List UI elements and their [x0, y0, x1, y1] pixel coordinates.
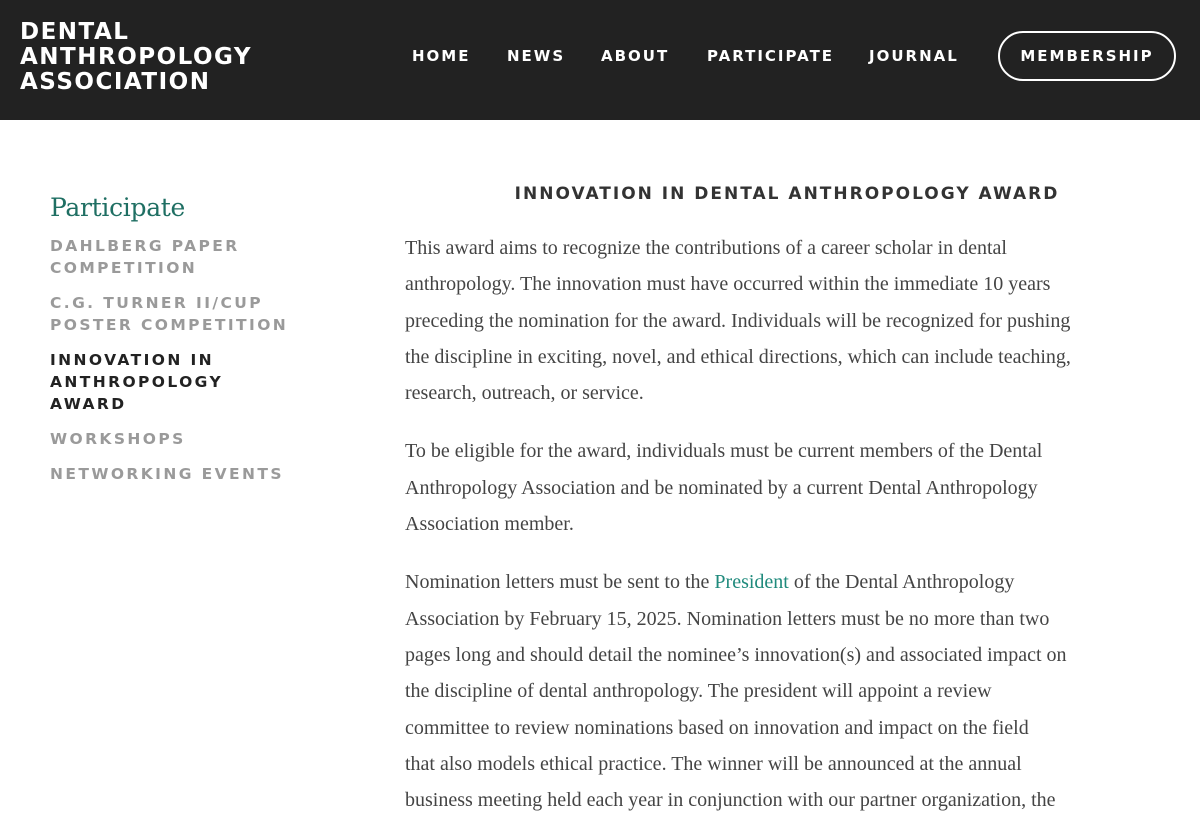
text-line: anthropology. The innovation must have occurred within the immediate 10 years	[405, 273, 1051, 296]
main-content	[405, 230, 1145, 822]
site-header	[0, 0, 1200, 120]
paragraph-eligibility	[405, 433, 1145, 542]
paragraph-nomination	[405, 564, 1145, 818]
logo-line-2: ANTHROPOLOGY	[20, 44, 253, 70]
logo-line-1: DENTAL	[20, 19, 130, 45]
sidebar-item-label: INNOVATION IN	[50, 351, 215, 369]
text-line	[405, 564, 1145, 600]
sidebar-item-dahlberg[interactable]	[50, 235, 350, 279]
text-line: the discipline of dental anthropology. The president will appoint a review	[405, 680, 992, 703]
nav-participate[interactable]: PARTICIPATE	[707, 47, 835, 65]
text-line: To be eligible for the award, individuals must be current members of the Dental	[405, 440, 1043, 463]
sidebar-item-turner[interactable]	[50, 292, 350, 336]
text-line: committee to review nominations based on innovation and impact on the field	[405, 716, 1029, 739]
president-link[interactable]: President	[714, 571, 789, 594]
text-line: This award aims to recognize the contributions of a career scholar in dental	[405, 237, 1007, 259]
sidebar-item-networking[interactable]	[50, 463, 350, 485]
sidebar-item-label: NETWORKING EVENTS	[50, 465, 284, 483]
sidebar-item-label: WORKSHOPS	[50, 430, 186, 448]
membership-button[interactable]: MEMBERSHIP	[998, 31, 1176, 81]
sidebar-item-innovation[interactable]	[50, 349, 350, 415]
sidebar-item-label: COMPETITION	[50, 259, 198, 277]
sidebar-item-label: C.G. TURNER II/CUP	[50, 294, 263, 312]
site-logo[interactable]	[20, 20, 252, 95]
paragraph-description	[405, 230, 1145, 411]
text-line: Anthropology Association and be nominated by a current Dental Anthropology	[405, 476, 1038, 499]
text-segment: of the Dental Anthropology	[788, 571, 1015, 594]
text-line: preceding the nomination for the award. Individuals will be recognized for pushing	[405, 309, 1071, 332]
text-line: business meeting held each year in conjunction with our partner organization, the	[405, 789, 1056, 812]
text-line: pages long and should detail the nominee’s innovation(s) and associated impact on	[405, 643, 1067, 666]
sidebar-item-workshops[interactable]	[50, 428, 350, 450]
sidebar-item-label: POSTER COMPETITION	[50, 316, 289, 334]
text-line: research, outreach, or service.	[405, 382, 644, 405]
sidebar-item-label: ANTHROPOLOGY	[50, 373, 224, 391]
sidebar-title: Participate	[50, 193, 186, 222]
sidebar-item-label: DAHLBERG PAPER	[50, 237, 240, 255]
nav-about[interactable]: ABOUT	[601, 47, 670, 65]
text-segment: Nomination letters must be sent to the	[405, 571, 715, 594]
sidebar	[50, 192, 350, 498]
logo-line-3: ASSOCIATION	[20, 69, 211, 95]
nav-journal[interactable]: JOURNAL	[869, 47, 959, 65]
text-line: that also models ethical practice. The winner will be announced at the annual	[405, 752, 1022, 775]
page-title: INNOVATION IN DENTAL ANTHROPOLOGY AWARD	[514, 184, 1060, 204]
sidebar-item-label: AWARD	[50, 395, 127, 413]
nav-news[interactable]: NEWS	[507, 47, 566, 65]
text-line: Association member.	[405, 513, 574, 536]
nav-home[interactable]: HOME	[412, 47, 471, 65]
text-line: Association by February 15, 2025. Nomination letters must be no more than two	[405, 607, 1050, 630]
text-line: the discipline in exciting, novel, and ethical directions, which can include teaching,	[405, 345, 1071, 368]
